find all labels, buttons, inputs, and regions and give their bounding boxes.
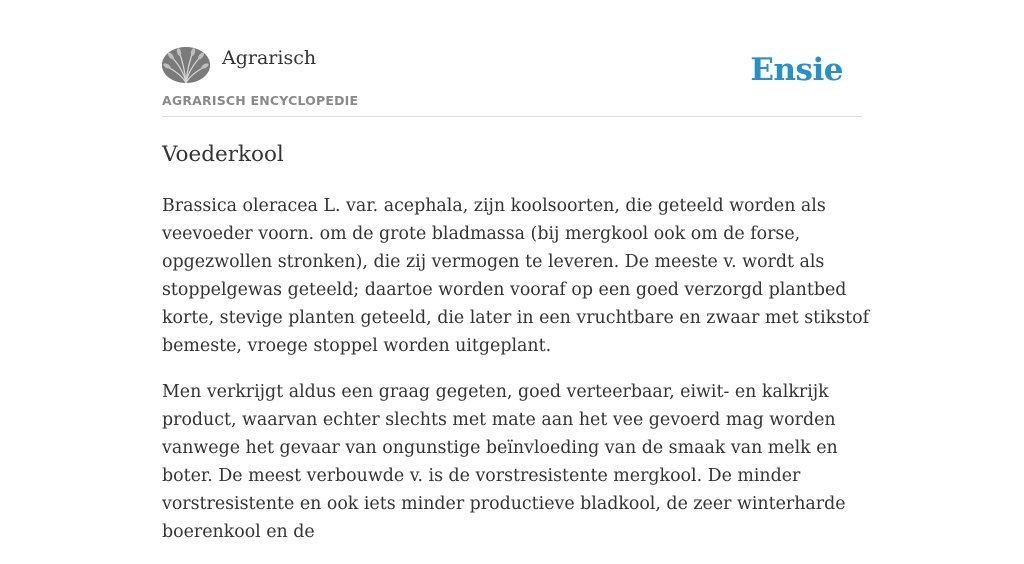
page (162, 0, 870, 542)
brand-logo[interactable]: Ensie (750, 52, 843, 88)
article-paragraph: Brassica oleracea L. var. acephala, zijn koolsoorten, die geteeld worden als veevoeder voorn. om de grote bladmassa (bij mergkool ook om de forse, opgezwollen stronken), die zij vermogen te leveren. De meeste v. wordt als stoppelgewas geteeld; daartoe worden vooraf op een goed verzorgd plantbed korte, stevige planten geteeld, die later in een vruchtbare en zwaar met stikstof bemeste, vroege stoppel worden uitgeplant. (162, 196, 870, 356)
page-title: Voederkool (162, 142, 284, 167)
article-paragraph: Men verkrijgt aldus een graag gegeten, goed verteerbaar, eiwit- en kalkrijk product, waarvan echter slechts met mate aan het vee gevoerd mag worden vanwege het gevaar van ongunstige beïnvloeding van de smaak van melk en boter. De meest verbouwde v. is de vorstresistente mergkool. De minder vorstresistente en ook iets minder productieve bladkool, de zeer winterharde boerenkool en de (162, 382, 846, 542)
header (162, 0, 862, 117)
article-body (162, 192, 874, 564)
source-name[interactable]: Agrarisch (222, 47, 317, 69)
source-subtitle: AGRARISCH ENCYCLOPEDIE (162, 93, 359, 108)
grain-logo-icon[interactable] (162, 47, 210, 83)
